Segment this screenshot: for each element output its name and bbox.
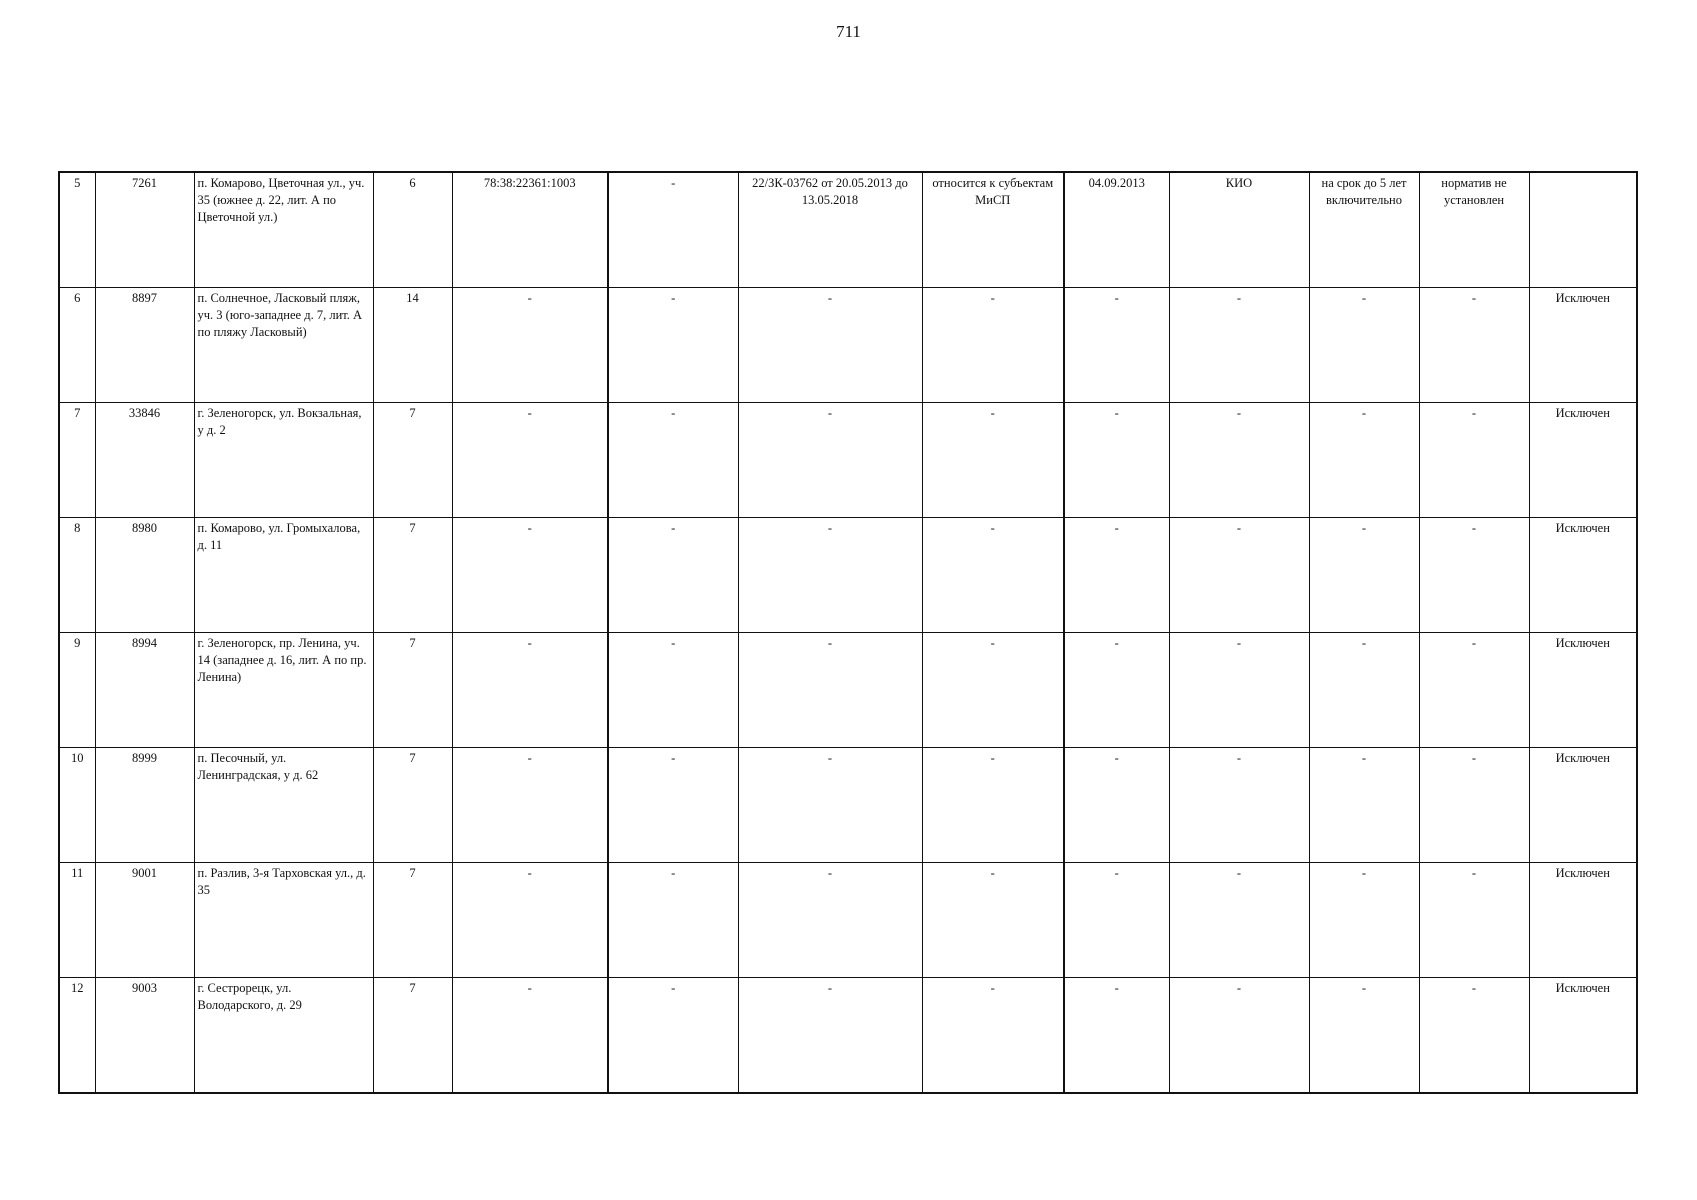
norm-cell: - [1419, 288, 1529, 403]
table-row [59, 748, 1637, 863]
date-cell: - [1064, 518, 1169, 633]
term-cell: - [1309, 288, 1419, 403]
status-cell: Исключен [1529, 748, 1637, 863]
smb-status-cell: - [922, 978, 1064, 1094]
cadastral-number-cell: - [452, 633, 608, 748]
column-6-cell: - [608, 518, 738, 633]
table-row [59, 978, 1637, 1094]
smb-status-cell: - [922, 633, 1064, 748]
term-cell: - [1309, 863, 1419, 978]
area-cell: 7 [373, 863, 452, 978]
smb-status-cell: - [922, 288, 1064, 403]
table-row [59, 633, 1637, 748]
status-cell: Исключен [1529, 633, 1637, 748]
address-cell: п. Песочный, ул. Ленинградская, у д. 62 [194, 748, 373, 863]
norm-cell: - [1419, 633, 1529, 748]
address-cell: п. Комарово, ул. Громыхалова, д. 11 [194, 518, 373, 633]
cadastral-number-cell: 78:38:22361:1003 [452, 172, 608, 288]
status-cell: Исключен [1529, 288, 1637, 403]
address-cell: п. Комарово, Цветочная ул., уч. 35 (южнее д. 22, лит. А по Цветочной ул.) [194, 172, 373, 288]
authority-cell: - [1169, 863, 1309, 978]
status-cell [1529, 172, 1637, 288]
area-cell: 7 [373, 518, 452, 633]
norm-cell: - [1419, 518, 1529, 633]
row-number-cell: 10 [59, 748, 95, 863]
area-cell: 7 [373, 978, 452, 1094]
term-cell: - [1309, 748, 1419, 863]
object-id-cell: 9001 [95, 863, 194, 978]
object-id-cell: 9003 [95, 978, 194, 1094]
contract-cell: - [738, 748, 922, 863]
cadastral-number-cell: - [452, 403, 608, 518]
smb-status-cell: - [922, 403, 1064, 518]
object-id-cell: 8999 [95, 748, 194, 863]
table-body [59, 172, 1637, 1093]
column-6-cell: - [608, 172, 738, 288]
area-cell: 7 [373, 748, 452, 863]
contract-cell: - [738, 288, 922, 403]
status-cell: Исключен [1529, 403, 1637, 518]
status-cell: Исключен [1529, 978, 1637, 1094]
smb-status-cell: - [922, 518, 1064, 633]
object-id-cell: 8897 [95, 288, 194, 403]
column-6-cell: - [608, 633, 738, 748]
smb-status-cell: относится к субъектам МиСП [922, 172, 1064, 288]
row-number-cell: 9 [59, 633, 95, 748]
column-6-cell: - [608, 403, 738, 518]
object-id-cell: 8994 [95, 633, 194, 748]
term-cell: на срок до 5 лет включительно [1309, 172, 1419, 288]
norm-cell: - [1419, 748, 1529, 863]
cadastral-number-cell: - [452, 518, 608, 633]
column-6-cell: - [608, 748, 738, 863]
address-cell: п. Солнечное, Ласковый пляж, уч. 3 (юго-западнее д. 7, лит. А по пляжу Ласковый) [194, 288, 373, 403]
authority-cell: - [1169, 403, 1309, 518]
object-id-cell: 8980 [95, 518, 194, 633]
cadastral-number-cell: - [452, 863, 608, 978]
cadastral-number-cell: - [452, 748, 608, 863]
cadastral-number-cell: - [452, 978, 608, 1094]
row-number-cell: 12 [59, 978, 95, 1094]
row-number-cell: 6 [59, 288, 95, 403]
page-number: 711 [836, 22, 861, 41]
contract-cell: - [738, 518, 922, 633]
contract-cell: - [738, 863, 922, 978]
smb-status-cell: - [922, 748, 1064, 863]
table-row [59, 403, 1637, 518]
smb-status-cell: - [922, 863, 1064, 978]
area-cell: 14 [373, 288, 452, 403]
registry-table [58, 171, 1638, 1094]
term-cell: - [1309, 518, 1419, 633]
area-cell: 7 [373, 403, 452, 518]
cadastral-number-cell: - [452, 288, 608, 403]
authority-cell: - [1169, 978, 1309, 1094]
status-cell: Исключен [1529, 863, 1637, 978]
column-6-cell: - [608, 863, 738, 978]
contract-cell: 22/ЗК-03762 от 20.05.2013 до 13.05.2018 [738, 172, 922, 288]
term-cell: - [1309, 403, 1419, 518]
row-number-cell: 5 [59, 172, 95, 288]
area-cell: 6 [373, 172, 452, 288]
row-number-cell: 7 [59, 403, 95, 518]
table-row [59, 172, 1637, 288]
norm-cell: - [1419, 978, 1529, 1094]
object-id-cell: 33846 [95, 403, 194, 518]
date-cell: 04.09.2013 [1064, 172, 1169, 288]
address-cell: г. Зеленогорск, пр. Ленина, уч. 14 (западнее д. 16, лит. А по пр. Ленина) [194, 633, 373, 748]
column-6-cell: - [608, 978, 738, 1094]
contract-cell: - [738, 403, 922, 518]
norm-cell: - [1419, 403, 1529, 518]
authority-cell: - [1169, 748, 1309, 863]
contract-cell: - [738, 633, 922, 748]
table-row [59, 518, 1637, 633]
column-6-cell: - [608, 288, 738, 403]
status-cell: Исключен [1529, 518, 1637, 633]
date-cell: - [1064, 633, 1169, 748]
date-cell: - [1064, 748, 1169, 863]
area-cell: 7 [373, 633, 452, 748]
row-number-cell: 11 [59, 863, 95, 978]
date-cell: - [1064, 288, 1169, 403]
row-number-cell: 8 [59, 518, 95, 633]
date-cell: - [1064, 978, 1169, 1094]
norm-cell: - [1419, 863, 1529, 978]
date-cell: - [1064, 403, 1169, 518]
authority-cell: - [1169, 518, 1309, 633]
address-cell: г. Сестрорецк, ул. Володарского, д. 29 [194, 978, 373, 1094]
term-cell: - [1309, 978, 1419, 1094]
authority-cell: - [1169, 633, 1309, 748]
contract-cell: - [738, 978, 922, 1094]
authority-cell: - [1169, 288, 1309, 403]
table-row [59, 863, 1637, 978]
object-id-cell: 7261 [95, 172, 194, 288]
norm-cell: норматив не установлен [1419, 172, 1529, 288]
term-cell: - [1309, 633, 1419, 748]
table-row [59, 288, 1637, 403]
date-cell: - [1064, 863, 1169, 978]
authority-cell: КИО [1169, 172, 1309, 288]
address-cell: п. Разлив, 3-я Тарховская ул., д. 35 [194, 863, 373, 978]
address-cell: г. Зеленогорск, ул. Вокзальная, у д. 2 [194, 403, 373, 518]
